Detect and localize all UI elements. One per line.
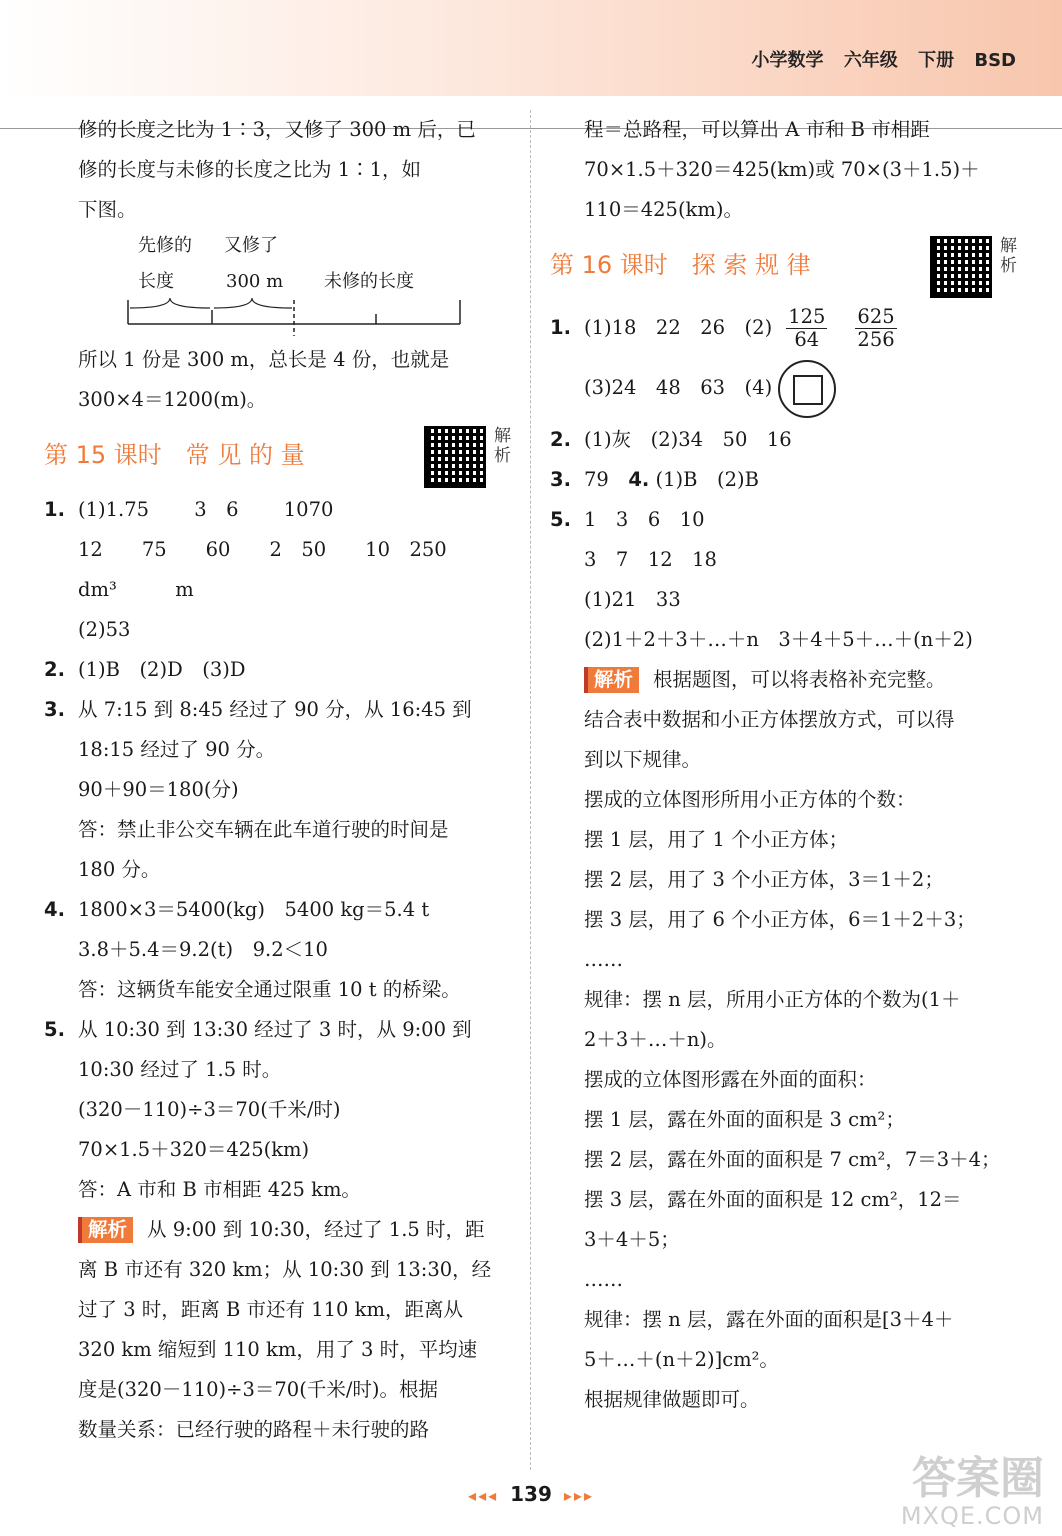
analysis-line: 度是(320－110)÷3＝70(千米/时)。根据 — [78, 1378, 438, 1401]
analysis-line: 规律：摆 n 层，所用小正方体的个数为(1＋ — [584, 988, 961, 1011]
analysis-line: 根据规律做题即可。 — [584, 1388, 760, 1411]
answer-line: 答：禁止非公交车辆在此车道行驶的时间是 — [78, 818, 449, 841]
left-column — [44, 110, 514, 1450]
analysis-line: 2＋3＋…＋n)。 — [584, 1028, 727, 1051]
answer-line: 3 7 12 18 — [584, 548, 717, 571]
header-edition: BSD — [974, 50, 1016, 71]
diagram-label: 未修的长度 — [324, 271, 414, 292]
qr-code-icon[interactable] — [424, 426, 486, 488]
answer-line: 70×1.5＋320＝425(km) — [78, 1138, 310, 1161]
analysis-line: 摆 3 层，用了 6 个小正方体，6＝1＋2＋3； — [584, 908, 976, 931]
section-title: 第 15 课时 常 见 的 量 — [44, 441, 305, 469]
analysis-line: 解析 根据题图，可以将表格补充完整。 — [550, 660, 1020, 700]
watermark: 答案圈 MXQE.COM — [900, 1453, 1044, 1530]
column-divider — [530, 110, 531, 1470]
diagram-label: 先修的 — [138, 235, 192, 256]
answer-line: (2)53 — [78, 618, 131, 641]
answer-line: 3. 79 4. (1)B (2)B — [550, 468, 759, 491]
analysis-line: 摆 2 层，用了 3 个小正方体，3＝1＋2； — [584, 868, 944, 891]
analysis-line: 摆 1 层，用了 1 个小正方体； — [584, 828, 849, 851]
answer-line: (320－110)÷3＝70(千米/时) — [78, 1098, 341, 1121]
header-volume: 下册 — [918, 50, 955, 71]
text-line: 下图。 — [78, 198, 137, 221]
qr-code-icon[interactable] — [930, 236, 992, 298]
answer-line: 90＋90＝180(分) — [78, 778, 239, 801]
answer-line: (3)24 48 63 (4) — [550, 356, 1020, 420]
segment-line — [124, 290, 524, 340]
analysis-badge: 解析 — [78, 1217, 133, 1243]
header-info — [752, 46, 1016, 72]
analysis-line: 320 km 缩短到 110 km，用了 3 时，平均速 — [78, 1338, 478, 1361]
answer-line: 5. 从 10:30 到 13:30 经过了 3 时，从 9:00 到 — [44, 1018, 472, 1041]
analysis-line: …… — [584, 948, 623, 971]
text-line: 程＝总路程，可以算出 A 市和 B 市相距 — [584, 118, 930, 141]
analysis-line: 摆成的立体图形所用小正方体的个数： — [584, 788, 916, 811]
diagram-label: 又修了 — [224, 235, 278, 256]
analysis-line: 过了 3 时，距离 B 市还有 110 km，距离从 — [78, 1298, 463, 1321]
answer-line: 5. 1 3 6 10 — [550, 508, 705, 531]
analysis-line: 解析 从 9:00 到 10:30，经过了 1.5 时，距 — [44, 1210, 514, 1250]
answer-line: dm³ m — [78, 578, 194, 601]
right-column — [550, 110, 1020, 1420]
square-in-circle-icon — [778, 360, 836, 418]
answer-line: 18:15 经过了 90 分。 — [78, 738, 276, 761]
section-header-15 — [44, 420, 514, 490]
analysis-line: 3＋4＋5； — [584, 1228, 680, 1251]
fraction: $\frac{125}{64}$ — [788, 305, 826, 351]
analysis-line: 摆 1 层，露在外面的面积是 3 cm²； — [584, 1108, 905, 1131]
text-line: 所以 1 份是 300 m，总长是 4 份，也就是 — [78, 348, 450, 371]
answer-line: 答：A 市和 B 市相距 425 km。 — [78, 1178, 361, 1201]
answer-line: 12 75 60 2 50 10 250 — [78, 538, 447, 561]
text-line: 70×1.5＋320＝425(km)或 70×(3＋1.5)＋ — [584, 158, 980, 181]
analysis-line: 规律：摆 n 层，露在外面的面积是[3＋4＋ — [584, 1308, 954, 1331]
answer-line: (2)1＋2＋3＋…＋n 3＋4＋5＋…＋(n＋2) — [584, 628, 973, 651]
section-header-16 — [550, 230, 1020, 300]
segment-diagram — [44, 230, 514, 340]
answer-line: 180 分。 — [78, 858, 161, 881]
page-number: 139 — [510, 1482, 552, 1506]
answer-line: 10:30 经过了 1.5 时。 — [78, 1058, 282, 1081]
answer-line: 2. (1)灰 (2)34 50 16 — [550, 428, 792, 451]
text-line: 修的长度与未修的长度之比为 1∶1，如 — [78, 158, 422, 181]
analysis-line: 离 B 市还有 320 km；从 10:30 到 13:30，经 — [78, 1258, 492, 1281]
diagram-label: 300 m — [226, 271, 284, 292]
analysis-line: 结合表中数据和小正方体摆放方式，可以得 — [584, 708, 955, 731]
analysis-line: 数量关系：已经行驶的路程＋未行驶的路 — [78, 1418, 430, 1441]
fraction: $\frac{625}{256}$ — [857, 305, 895, 351]
text-line: 300×4＝1200(m)。 — [78, 388, 267, 411]
analysis-badge: 解析 — [584, 667, 639, 693]
header-grade: 六年级 — [843, 50, 898, 71]
answer-line: 2. (1)B (2)D (3)D — [44, 658, 246, 681]
analysis-line: …… — [584, 1268, 623, 1291]
qr-label: 解析 — [1000, 236, 1017, 276]
qr-label: 解析 — [494, 426, 511, 466]
analysis-line: 到以下规律。 — [584, 748, 702, 771]
answer-line: 1. (1)18 22 26 (2) $\frac{125}{64}$ $\frac{625}{256}$ — [550, 305, 895, 351]
answer-line: (1)21 33 — [584, 588, 681, 611]
analysis-line: 5＋…＋(n＋2)]cm²。 — [584, 1348, 779, 1371]
answer-line: 4. 1800×3＝5400(kg) 5400 kg＝5.4 t — [44, 898, 430, 921]
header-band — [0, 0, 1062, 96]
analysis-line: 摆成的立体图形露在外面的面积： — [584, 1068, 877, 1091]
text-line: 110＝425(km)。 — [584, 198, 743, 221]
next-arrows-icon: ▸▸▸ — [563, 1486, 594, 1505]
text-line: 修的长度之比为 1∶3，又修了 300 m 后，已 — [78, 118, 476, 141]
header-subject: 小学数学 — [751, 50, 824, 71]
answer-line: 3.8＋5.4＝9.2(t) 9.2＜10 — [78, 938, 328, 961]
analysis-line: 摆 2 层，露在外面的面积是 7 cm²，7＝3＋4； — [584, 1148, 1001, 1171]
section-title: 第 16 课时 探 索 规 律 — [550, 251, 811, 279]
prev-arrows-icon: ◂◂◂ — [468, 1486, 499, 1505]
answer-line: 3. 从 7:15 到 8:45 经过了 90 分，从 16:45 到 — [44, 698, 472, 721]
analysis-line: 摆 3 层，露在外面的面积是 12 cm²，12＝ — [584, 1188, 962, 1211]
answer-line: 答：这辆货车能安全通过限重 10 t 的桥梁。 — [78, 978, 461, 1001]
answer-line: 1. (1)1.75 3 6 1070 — [44, 498, 334, 521]
diagram-label: 长度 — [138, 271, 174, 292]
